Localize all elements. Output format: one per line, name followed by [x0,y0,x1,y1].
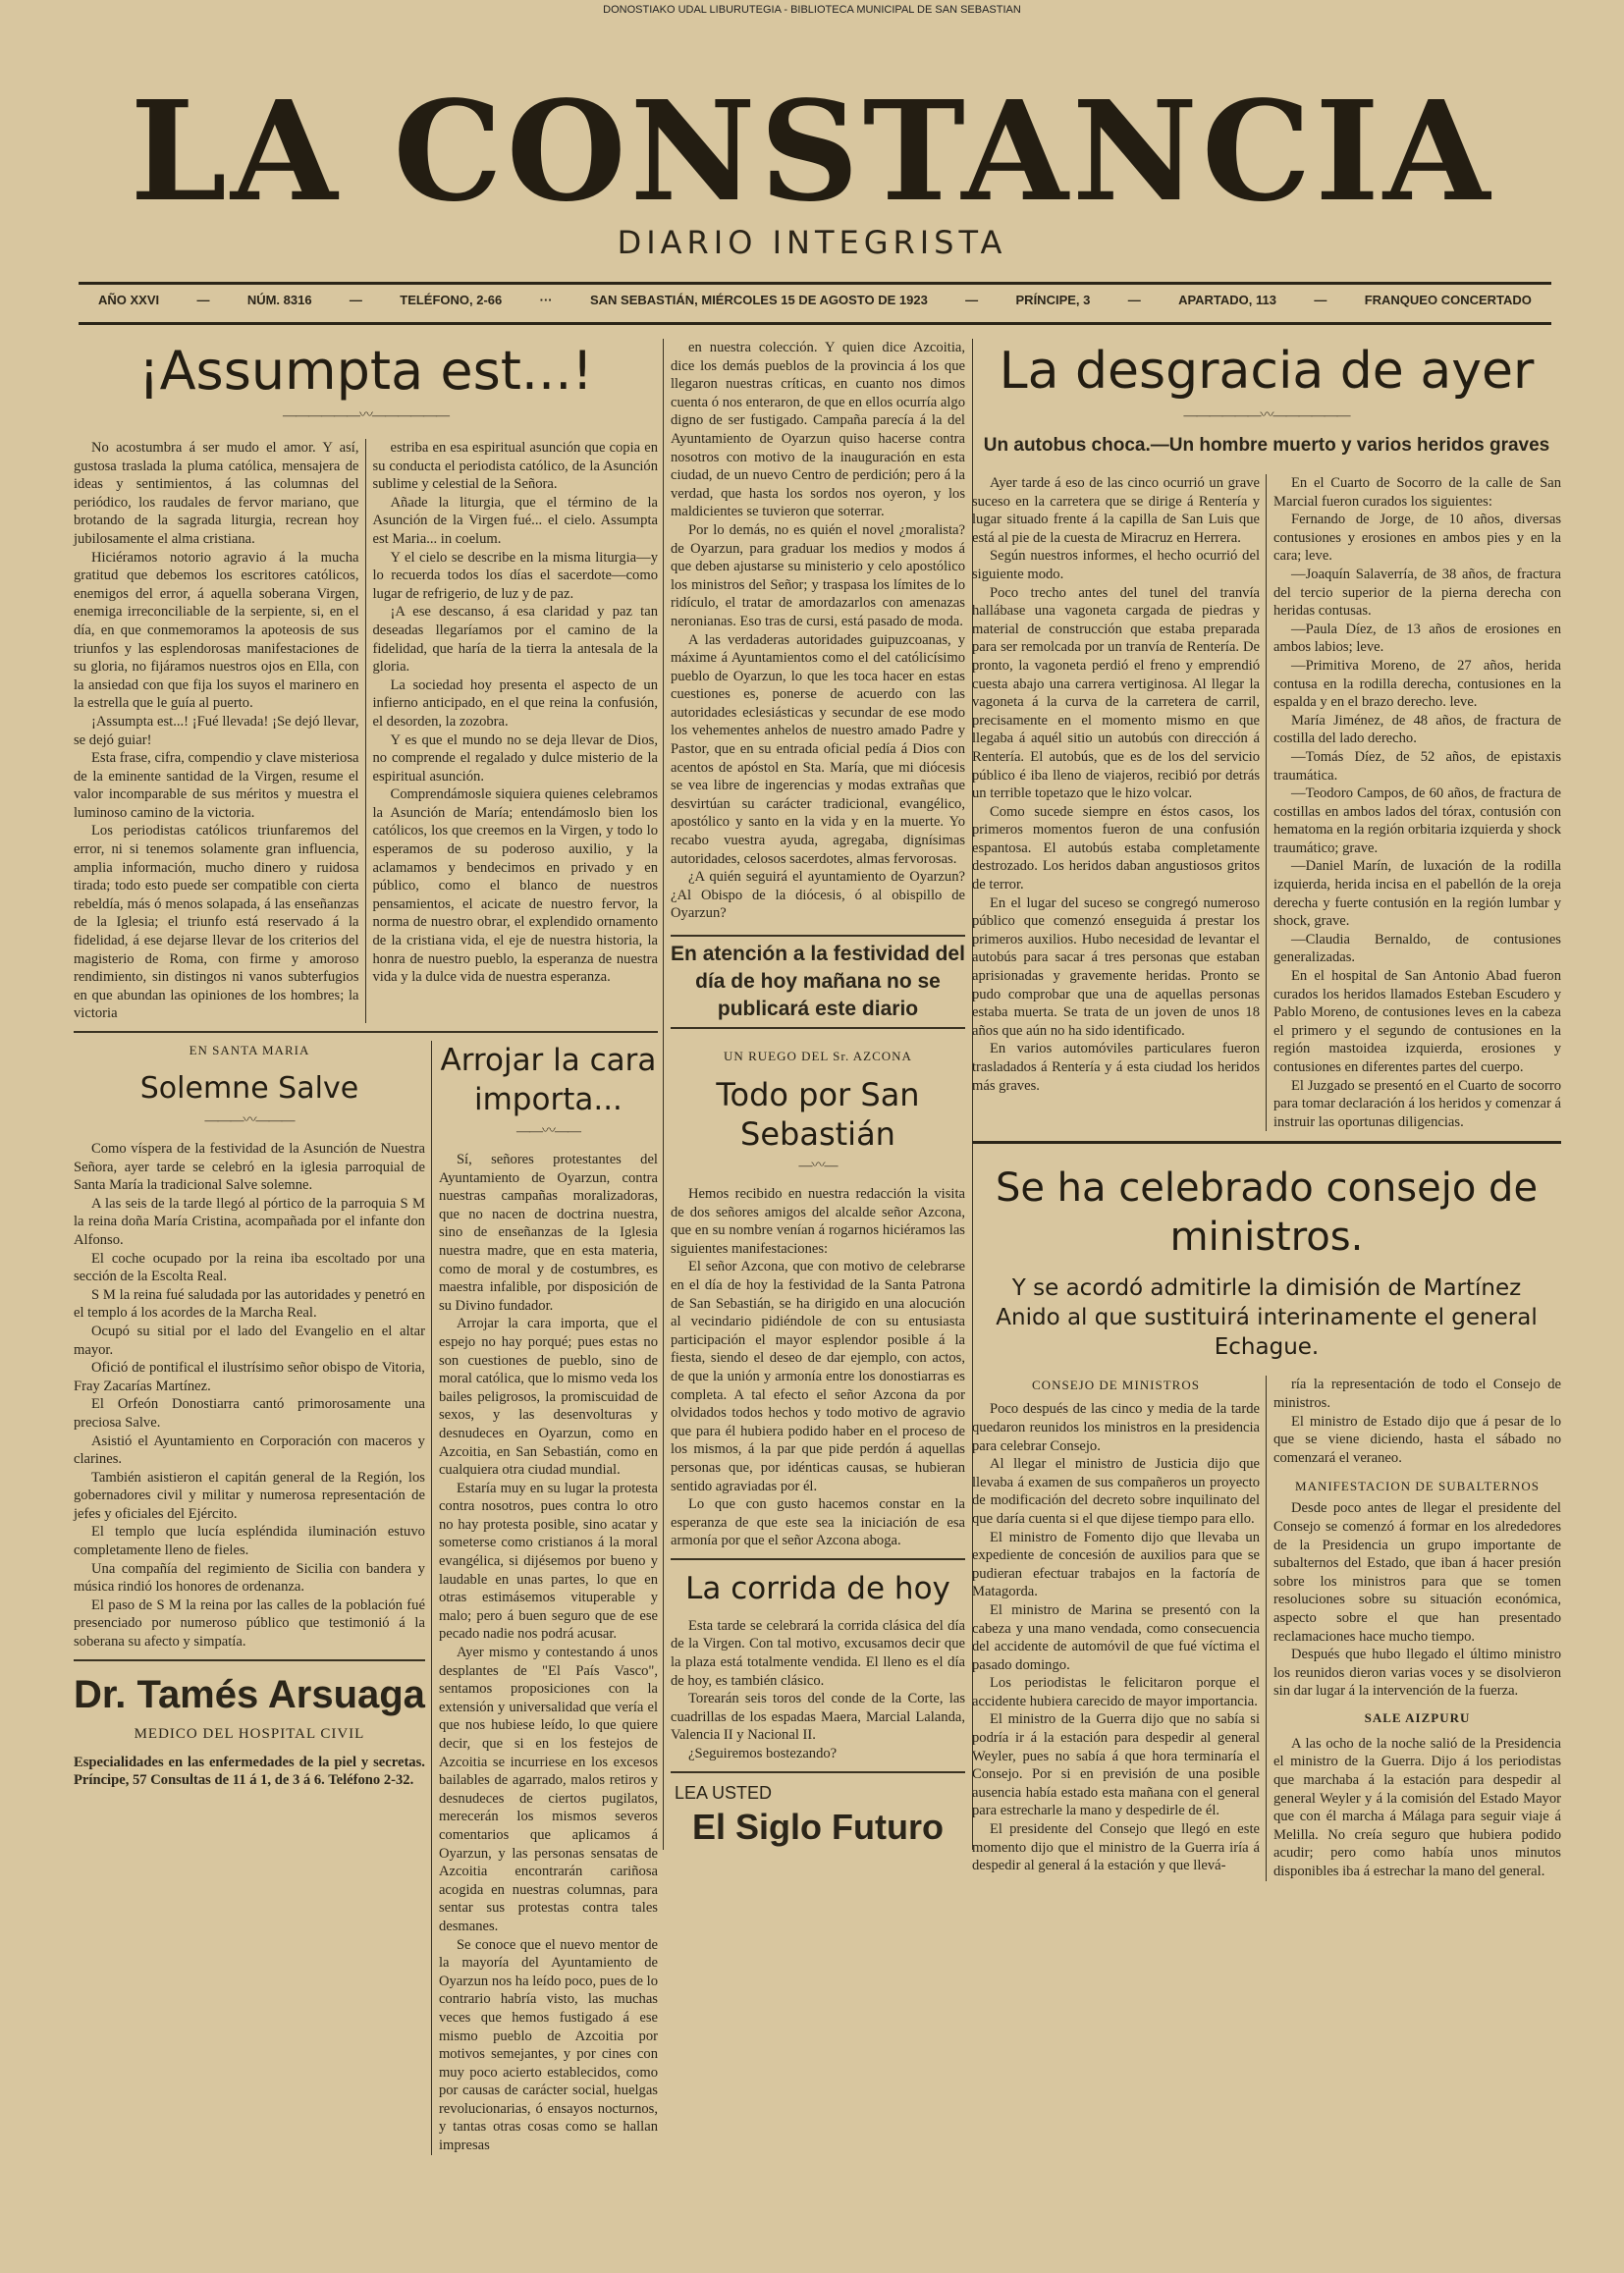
paragraph: La sociedad hoy presenta el aspecto de un infierno anticipado, en el que reina la confusión, el desorden, la zozobra. [372,676,658,730]
paragraph: ¡Assumpta est...! ¡Fué llevada! ¡Se dejó llevar, se dejó guiar! [74,713,359,748]
paragraph: A las verdaderas autoridades guipuzcoanas, y máxime á Ayuntamientos como el del católicísimo pueblo de Oyarzun, lo que les toca hacer en estas cuestiones es, ponerse de acuerdo con las autoridades eclesiásticas y secundar de ese modo los vehementes anhelos de nuestro amado Padre y Pastor, que en su entrada oficial pedía á Dios con acentos de apóstol en Sta. María, que mi diócesis se vea libre de ingerencias y modas extrañas que desvirtúan su carácter tradicional, evangélico, apostólico y santo en la vida y en la muerte. Yo recabo vuestra ayuda, agregaba, dignísimas autoridades, celosos sacerdotes, almas fervorosas. [671,631,965,867]
paragraph: Añade la liturgia, que el término de la Asunción de la Virgen fué... el cielo. Assumpta est Maria... in coelum. [372,494,658,547]
paragraph: El señor Azcona, que con motivo de celebrarse en el día de hoy la festividad de la Santa Patrona de San Sebastián, se ha dirigido en una alocución al vecindario pidiéndole de con su entusiasta participación el mayor esplendor posible á la fiesta, siendo el deseo de dar ejemplo, con actos, de que la unión y armonía entre los donostiarras es completa. A tal efecto el señor Azcona da por olvidados todos hechos y todo motivo de agravio que para él hubiera podido haber en el proceso de los mismos, á la par que pide perdón á aquellas personas que, por idénticas causas, se hubieran sentido agraviadas por él. [671,1259,965,1494]
paragraph: El presidente del Consejo que llegó en este momento dijo que el ministro de la Guerra iría á despedir al general á la estación y que llevá- [972,1821,1260,1874]
paragraph: A las seis de la tarde llegó al pórtico de la parroquia S M la reina doña María Cristina, acompañada por el infante don Alfonso. [74,1195,425,1248]
desgracia-headline: La desgracia de ayer [999,342,1535,401]
paragraph: María Jiménez, de 48 años, de fractura de costilla del lado derecho. [1273,712,1561,747]
azcona-kicker: UN RUEGO DEL Sr. AZCONA [724,1049,912,1063]
paragraph: Y es que el mundo no se deja llevar de Dios, no comprende el regalado y dulce misterio de la espiritual asunción. [372,731,658,785]
paragraph: Ayer mismo y contestando á unos desplantes de "El País Vasco", sentamos proposiciones con la extensión y universalidad que vería el que nos hubiese leído, lo que quiere decir, que si en los festejos de Azcoitia se incurriese en los excesos bailables de agarrado, malos retiros y desnudeces de ciertos pugilatos, merecerán los mismos severos comentarios que aplicamos á Oyarzun, y las personas sensatas de Azcoitia encontrarán cariñosa acogida en nuestras columnas, para sentar sus protestas contra tales desmanes. [438,1645,658,1934]
consejo-col5b [1273,1499,1561,1701]
paragraph: Comprendámosle siquiera quienes celebramos la Asunción de María; entendámoslo bien los católicos, los que creemos en la Virgen, y todo lo esperamos de su poderoso auxilio, y la aclamamos y bendecimos en privado y en público, como el blanco de nuestros pensamientos, el acicate de nuestro fervor, la norma de nuestro obrar, el explendido ornamento de la cristiana vida, el eje de nuestra historia, la honra de nuestro pueblo, la esperanza de nuestra vida y la dulce vida de nuestra esperanza. [372,786,658,986]
paragraph: ¿Seguiremos bostezando? [688,1746,838,1762]
ad-doctor-title: MEDICO DEL HOSPITAL CIVIL [134,1725,365,1742]
ornament-divider: ——————〰—————— [1183,408,1350,423]
paragraph: Una compañía del regimiento de Sicilia con bandera y música rindió los honores de ordenanza. [74,1560,425,1596]
paragraph: Sí, señores protestantes del Ayuntamiento de Oyarzun, contra nuestras campañas moralizadoras, que no nacen de doctrina nuestra, sino de enseñanzas de la Iglesia nuestra madre, que en esta materia, como de moral y de costumbres, es maestra infalible, por disposición de su Divino fundador. [438,1152,658,1314]
paragraph: El paso de S M la reina por las calles de la población fué presenciado por numeroso público que testimonió á la soberana su afecto y simpatía. [74,1597,425,1651]
paragraph: Al llegar el ministro de Justicia dijo que llevaba á examen de sus compañeros un proyecto de modificación del decreto sobre inquilinato del que daría cuenta si el que dijese tiempo para ello. [972,1456,1260,1527]
paragraph: Como sucede siempre en éstos casos, los primeros momentos fueron de una confusión espantosa. El autobús estaba completamente destrozado. Los heridos daban angustiosos gritos de terror. [972,803,1260,893]
info-item: NÚM. 8316 [246,293,312,307]
ornament-divider: ——————〰—————— [283,408,449,423]
divider [79,322,1551,325]
paragraph: —Teodoro Campos, de 60 años, de fractura de costillas en ambos lados del tórax, contusión con hematoma en la región orbitaria izquierda y shock traumático; grave. [1273,785,1561,856]
paragraph: Hemos recibido en nuestra redacción la visita de dos señores amigos del alcalde señor Azcona, que en su nombre venían á rogarnos hiciéramos las siguientes manifestaciones: [671,1186,965,1257]
left-block [74,339,658,2155]
paragraph: El Orfeón Donostiarra cantó primorosamente una preciosa Salve. [74,1396,425,1431]
paragraph: en nuestra colección. Y quien dice Azcoitia, dice los demás pueblos de la provincia á los que llegaron nuestras críticas, en cuanto nos dimos cuenta ó nos enteraron, de que en ellos ocurría algo digno de ser fustigado. Campaña parecía á la del Ayuntamiento de Oyarzun quiso hacerse contra nosotros con motivo de la inauguración en esta ciudad, de un nuevo Centro de perdición; pero á la verdad, que hasta los sordos nos oyeron, y los maldicientes se tuvieron que soterrar. [671,340,965,520]
paragraph: Después que hubo llegado el último ministro los reunidos dieron varias voces y se disolvieron sin dar lugar á la intervención de la fuerza. [1273,1647,1561,1700]
paragraph: —Joaquín Salaverría, de 38 años, de fractura del tercio superior de la pierna derecha con heridas contusas. [1273,566,1561,620]
paragraph: Fernando de Jorge, de 10 años, diversas contusiones y erosiones en ambos pies y en la cara; leve. [1273,512,1561,565]
paragraph: Poco trecho antes del tunel del tranvía hallábase una vagoneta cargada de piedras y material de construcción que estaba preparada para ser remolcada por un tranvía de Rentería. De pronto, la vagoneta perdió el freno y emprendió cuesta abajo una carrera vertiginosa. Al llegar la vagoneta á la curva de la carretera de carril, precisamente en el momento mismo en que llegaba á aquél sitio un autobús con dirección á Rentería. El autobús, que es de los del servicio público é iba lleno de viajeros, recibió por detrás un terrible topetazo que le hizo volcar. [972,584,1260,802]
paragraph: Lo que con gusto hacemos constar en la esperanza de que este sea la iniciación de esa armonía por que el señor Azcona aboga. [671,1496,965,1549]
info-item: FRANQUEO CONCERTADO [1364,293,1532,307]
subalternos-kicker: MANIFESTACION DE SUBALTERNOS [1295,1479,1540,1494]
assumpta-columns [74,439,658,1023]
salve-headline: Solemne Salve [139,1071,359,1106]
paragraph: ¡A ese descanso, á esa claridad y paz tan deseadas llegaríamos por el camino de la fidelidad, que haría de la tierra la antesala de la gloria. [372,604,658,676]
paragraph: Los periodistas católicos triunfaremos del error, ni si tenemos solamente gran influencia, amplia información, mucho dinero y ruidosa tirada; todo esto puede ser compatible con cierta rebeldía, más ó menos solapada, á las enseñanzas de la Iglesia; el triunfo está reservado á la fidelidad, á ese dejarse llevar de los criterios del magisterio de Roma, con firme y amoroso rendimiento, sin distingos ni vanos subterfugios en que abundan las opiniones de los hombres; la victoria [74,823,359,1022]
consejo-subhead: Y se acordó admitirle la dimisión de Martínez Anido al que sustituirá interinamente el general Echague. [996,1275,1538,1361]
paragraph: Por lo demás, no es quién el novel ¿moralista? de Oyarzun, para graduar los medios y modos á que deben ajustarse su ministerio y celo apostólico los ministros del Señor; y traspasa los límites de lo ridículo, el tratar de amordazarlos con amenazas neronianas. Eso tras de cursi, está pasado de moda. [671,521,965,629]
info-item: — [196,293,210,307]
paragraph: A las ocho de la noche salió de la Presidencia el ministro de la Guerra. Dijo á los periodistas que marchaba á la estación para despedir al general Weyler y á la comisión del Estado Mayor que con él marcha á Málaga para seguir viaje á Melilla. No creía seguro que hubiera podido acudir; pero como había unos minutos disponibles iba á estrechar la mano del general. [1273,1735,1561,1880]
consejo-headline: Se ha celebrado consejo de ministros. [995,1165,1539,1261]
consejo-kicker: CONSEJO DE MINISTROS [1032,1378,1200,1393]
divider [79,282,1551,285]
consejo-columns [972,1376,1561,1880]
paragraph: El coche ocupado por la reina iba escoltado por una sección de la Escolta Real. [74,1250,425,1285]
paragraph: ría la representación de todo el Consejo de ministros. [1273,1377,1561,1411]
paragraph: El templo que lucía espléndida iluminación estuvo completamente lleno de fieles. [74,1524,425,1559]
info-item: — [349,293,362,307]
paragraph: El ministro de la Guerra dijo que no sabía si podría ir á la estación para despedir al general Weyler, pues no sabía á que hora terminaría el Consejo. Por si en previsión de una posible ausencia había estado esta mañana con el general para estrecharle la mano y despedirle de él. [972,1711,1260,1819]
info-item: APARTADO, 113 [1178,293,1276,307]
paragraph: ¿A quién seguirá el ayuntamiento de Oyarzun? ¿Al Obispo de la diócesis, ó al obispillo de Oyarzun? [671,869,965,922]
paragraph: S M la reina fué saludada por las autoridades y penetró en el templo á los acordes de la Marcha Real. [74,1286,425,1322]
ad-siglo-futuro [671,1781,965,1850]
azcona-headline: Todo por San Sebastián [716,1076,920,1153]
info-item: — [965,293,979,307]
info-item: TELÉFONO, 2-66 [400,293,503,307]
paragraph: Desde poco antes de llegar el presidente del Consejo se comenzó á formar en los alrededores de la Presidencia un grupo importante de subalternos del Estado, que iban á hacer presión sobre los ministros para que se tomen resoluciones sobre su situación económica, aspecto sobre el que han presentado reclamaciones hace mucho tiempo. [1273,1500,1561,1645]
divider [74,1031,658,1033]
paragraph: En varios automóviles particulares fueron trasladados á Rentería y á esta ciudad los heridos más graves. [972,1041,1260,1094]
paragraph: Hiciéramos notorio agravio á la mucha gratitud que debemos los escritores católicos, enemigos del error, á aquella soberana Virgen, enemiga irreconciliable de la serpiente, si, en el día, en que conmemoramos la apoteosis de sus triunfos y las esplendorosas manifestaciones de su gloria, no fijáramos nuestros ojos en Ella, con la ansiedad con que fija los suyos el marinero en la estrella que le guía al puerto. [74,549,359,712]
assumpta-col2 [366,439,659,1023]
paragraph: El ministro de Marina se presentó con la cabeza y una mano vendada, como consecuencia del accidente de automóvil de que fué víctima el pasado domingo. [972,1601,1260,1673]
consejo-col5 [1267,1376,1561,1880]
right-block [972,339,1561,1881]
arrojar-column [432,1041,658,2155]
info-item: SAN SEBASTIÁN, MIÉRCOLES 15 DE AGOSTO DE 1923 [589,293,928,307]
divider [671,1771,965,1773]
divider [671,1558,965,1560]
ad-doctor-name: Dr. Tamés Arsuaga [74,1672,425,1716]
library-banner: DONOSTIAKO UDAL LIBURUTEGIA - BIBLIOTECA MUNICIPAL DE SAN SEBASTIAN [603,4,1021,16]
center-column [663,339,973,1850]
info-line [98,293,1532,307]
paragraph: Se conoce que el nuevo mentor de la mayoría del Ayuntamiento de Oyarzun nos ha leído poco, pues de lo contrario habría visto, las muchas veces que hemos fustigado á ese mismo pueblo de Azcoitia por motivos semejantes, y por cines con muy poco acierto establecidos, como por causas de carácter social, huelgas revolucionarias, ó ensayos nocturnos, y tantas otras cosas como se hallan impresas [438,1936,658,2154]
assumpta-col1 [74,439,366,1023]
paragraph: estriba en esa espiritual asunción que copia en su conducta el periodista católico, de la Asunción sublime y celestial de la Señora. [372,440,658,493]
arrojar-headline: Arrojar la cara importa... [440,1043,657,1117]
paragraph: Torearán seis toros del conde de la Corte, las cuadrillas de los espadas Maera, Marcial Lalanda, Valencia II y Nacional II. [671,1691,965,1744]
paragraph: —Primitiva Moreno, de 27 años, herida contusa en la rodilla derecha, contusiones en la espalda y en el brazo derecho. leve. [1273,657,1561,711]
ornament-divider: ———〰——— [204,1113,295,1128]
paragraph: En el Cuarto de Socorro de la calle de San Marcial fueron curados los siguientes: [1273,475,1561,510]
paragraph: El ministro de Estado dijo que á pesar de lo que se viene diciendo, hasta el sábado no comenzará el veraneo. [1273,1413,1561,1466]
paragraph: Ayer tarde á eso de las cinco ocurrió un grave suceso en la carretera que se dirige á Rentería y lugar situado frente á la capilla de San Luis que está al pie de la cuesta de Miracruz en Herrera. [972,475,1260,546]
ad-siglo-name: El Siglo Futuro [692,1806,944,1847]
assumpta-headline: ¡Assumpta est...! [137,340,594,402]
salve-kicker: EN SANTA MARIA [189,1043,310,1057]
consejo-col4 [972,1400,1260,1874]
paragraph: No acostumbra á ser mudo el amor. Y así, gustosa traslada la pluma católica, mensajera de ideas y sentimientos, á las columnas del periódico, los raudales de fervor mariano, que brotando de la sagrada liturgia, recrean hoy jubilosamente el alma cristiana. [74,440,359,547]
masthead-subtitle: DIARIO INTEGRISTA [617,224,1007,261]
paragraph: Estaría muy en su lugar la protesta contra nosotros, pues contra lo otro no hay protesta posible, sino acatar y someterse como cristianos á la moral evangélica, si dijésemos por bueno y laudable en unas partes, lo que en otras estimásemos vituperable y malo; pero á buen seguro que de ese pecado nadie nos podrá acusar. [438,1480,658,1643]
paragraph: —Paula Díez, de 13 años de erosiones en ambos labios; leve. [1273,621,1561,656]
info-item: AÑO XXVI [98,293,160,307]
ad-doctor-text: Especialidades en las enfermedades de la piel y secretas. Príncipe, 57 Consultas de 11 á 1, de 3 á 6. Teléfono 2-32. [74,1754,425,1789]
paragraph: Esta tarde se celebrará la corrida clásica del día de la Virgen. Con tal motivo, excusamos decir que la plaza está totalmente vendida. El lleno es el día de hoy, es también clásico. [671,1617,965,1689]
desgracia-col4 [972,474,1267,1131]
paragraph: En el lugar del suceso se congregó numeroso público que comenzó enseguida á prestar los primeros auxilios. Hubo necesidad de levantar el autobús para sacar á tres personas que estaban aprisionadas y gravemente heridas. Pronto se pudo comprobar que una de aquellas personas estaba muerta. Se trata de un joven de unos 18 años que aún no ha sido identificado. [972,894,1260,1039]
desgracia-col5 [1267,474,1561,1131]
consejo-col5c [1273,1735,1561,1881]
paragraph: Según nuestros informes, el hecho ocurrió del siguiente modo. [972,548,1260,582]
info-item: — [1127,293,1141,307]
paragraph: El ministro de Fomento dijo que llevaba un expediente de concesión de auxilios para que se pudieran efectuar trabajos en la factoría de Matagorda. [972,1529,1260,1600]
arrojar-body [439,1151,658,2155]
info-item: ··· [539,293,553,307]
paragraph: Y el cielo se describe en la misma liturgia—y lo recuerda todos los días el sacerdote—como lugar de refrigerio, de luz y de paz. [372,549,658,602]
ad-doctor [74,1669,425,1790]
paragraph: Esta frase, cifra, compendio y clave misteriosa de la eminente santidad de la Virgen, resume el valor incomparable de sus méritos y muestra el luminoso camino de la victoria. [74,750,359,821]
info-item: PRÍNCIPE, 3 [1015,293,1091,307]
aizpuru-kicker: SALE AIZPURU [1364,1709,1471,1725]
paragraph: Los periodistas le felicitaron porque el accidente hubiera carecido de mayor importancia. [972,1675,1260,1709]
desgracia-subhead: Un autobus choca.—Un hombre muerto y varios heridos graves [983,435,1550,456]
notice-box: En atención a la festividad del día de hoy mañana no se publicará este diario [671,935,965,1029]
salve-body [74,1140,425,1651]
consejo-col5a [1273,1376,1561,1467]
paragraph: —Claudia Bernaldo, de contusiones generalizadas. [1273,931,1561,966]
paragraph: —Daniel Marín, de luxación de la rodilla izquierda, herida incisa en el pabellón de la oreja derecha y fuerte contusión en la región lumbar y shock, grave. [1273,858,1561,930]
col3-continuation [671,339,965,923]
paragraph: Arrojar la cara importa, que el espejo no hay porqué; pues estas no son cuestiones de pueblo, sino de moral católica, que lo mismo veda los bailes peligrosos, la promiscuidad de sexos, y las desenvolturas y desnudeces en Oyarzun, como en Azcoitia, en San Sebastián, como en cualquiera otra ciudad mundial. [438,1316,658,1479]
paragraph: —Tomás Díez, de 52 años, de epistaxis traumática. [1273,748,1561,784]
info-item: — [1314,293,1327,307]
ornament-divider: ——〰—— [515,1124,580,1139]
ornament-divider: —〰— [798,1159,838,1173]
lower-left-columns [74,1041,658,2155]
azcona-body [671,1185,965,1550]
paragraph: Como víspera de la festividad de la Asunción de Nuestra Señora, ayer tarde se celebró en la iglesia parroquial de Santa María la tradicional Salve solemne. [74,1141,425,1194]
corrida-body [671,1617,965,1763]
paragraph: En el hospital de San Antonio Abad fueron curados los heridos llamados Esteban Escudero y Pablo Moreno, de contusiones leves en la cabeza el primero y el segundo de contusiones en la región mastoidea izquierda, erosiones y contusiones en diferentes partes del cuerpo. [1273,968,1561,1075]
divider [74,1659,425,1661]
salve-column [74,1041,432,2155]
ad-siglo-lead: LEA USTED [675,1782,773,1803]
masthead-title: LA CONSTANCIA [130,72,1494,233]
paragraph: Asistió el Ayuntamiento en Corporación con maceros y clarines. [74,1433,425,1468]
paragraph: El Juzgado se presentó en el Cuarto de socorro para tomar declaración á los heridos y comenzar á instruir las oportunas diligencias. [1273,1077,1561,1130]
paragraph: Poco después de las cinco y media de la tarde quedaron reunidos los ministros en la presidencia para celebrar Consejo. [972,1401,1260,1454]
divider [972,1141,1561,1144]
paragraph: También asistieron el capitán general de la Región, los gobernadores civil y militar y numerosa representación de jefes y oficiales del Ejército. [74,1469,425,1522]
consejo-col4-wrap [972,1376,1267,1880]
paragraph: Ocupó su sitial por el lado del Evangelio en el altar mayor. [74,1323,425,1358]
desgracia-columns [972,474,1561,1131]
corrida-headline: La corrida de hoy [685,1570,950,1606]
paragraph: Ofició de pontifical el ilustrísimo señor obispo de Vitoria, Fray Zacarías Martínez. [74,1360,425,1394]
